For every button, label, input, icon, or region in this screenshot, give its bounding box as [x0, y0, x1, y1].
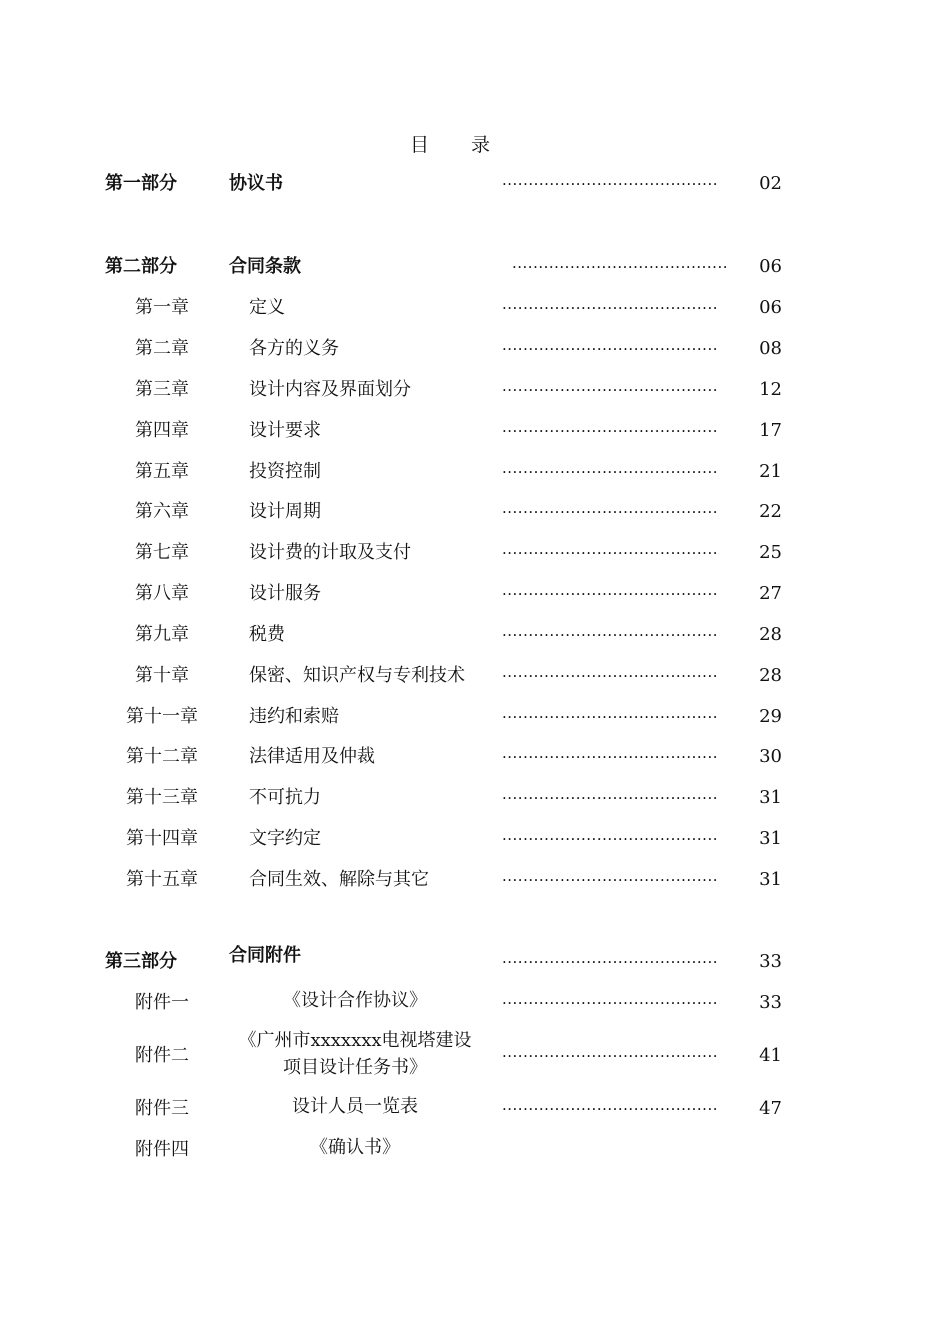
toc-part-2[interactable]	[0, 252, 950, 282]
toc-attachment-2[interactable]	[0, 1030, 950, 1078]
chapter-title: 违约和索赔	[249, 706, 339, 727]
page-number: 29	[759, 706, 782, 727]
chapter-label: 第十章	[135, 665, 189, 686]
leader-dots: ·········································	[502, 299, 718, 317]
attachment-title-line1: 《广州市xxxxxxx电视塔建设	[238, 1030, 472, 1051]
page-number: 31	[759, 787, 782, 808]
chapter-title: 法律适用及仲裁	[249, 746, 375, 767]
chapter-title: 合同生效、解除与其它	[249, 869, 429, 890]
chapter-title: 设计要求	[249, 420, 321, 441]
toc-chapter-12[interactable]	[0, 742, 950, 772]
toc-part-1[interactable]	[0, 169, 950, 199]
page-number: 31	[759, 869, 782, 890]
page-number: 08	[759, 338, 782, 359]
leader-dots: ·········································	[502, 381, 718, 399]
chapter-label: 第三章	[135, 379, 189, 400]
chapter-title: 设计内容及界面划分	[249, 379, 411, 400]
chapter-title: 定义	[249, 297, 285, 318]
leader-dots: ·········································	[502, 422, 718, 440]
leader-dots: ·········································	[502, 503, 718, 521]
attachment-label: 附件一	[135, 992, 189, 1013]
toc-chapter-10[interactable]	[0, 661, 950, 691]
page-number: 25	[759, 542, 782, 563]
chapter-title: 设计费的计取及支付	[249, 542, 411, 563]
leader-dots: ·········································	[502, 626, 718, 644]
leader-dots: ·········································	[512, 258, 728, 276]
leader-dots: ·········································	[502, 871, 718, 889]
page-number: 28	[759, 665, 782, 686]
leader-dots: ·········································	[502, 1047, 718, 1065]
part-label: 第二部分	[105, 256, 177, 277]
chapter-label: 第十四章	[126, 828, 198, 849]
toc-chapter-1[interactable]	[0, 293, 950, 323]
toc-chapter-11[interactable]	[0, 702, 950, 732]
part-title: 协议书	[229, 173, 283, 194]
chapter-label: 第六章	[135, 501, 189, 522]
page-number: 30	[759, 746, 782, 767]
toc-chapter-14[interactable]	[0, 824, 950, 854]
toc-chapter-2[interactable]	[0, 334, 950, 364]
chapter-title: 各方的义务	[249, 338, 339, 359]
page-number: 02	[759, 173, 782, 194]
page-number: 33	[759, 992, 782, 1013]
chapter-label: 第九章	[135, 624, 189, 645]
page-number: 21	[759, 461, 782, 482]
attachment-title: 设计人员一览表	[292, 1096, 418, 1117]
toc-chapter-3[interactable]	[0, 375, 950, 405]
leader-dots: ·········································	[502, 1100, 718, 1118]
chapter-title: 保密、知识产权与专利技术	[249, 665, 465, 686]
attachment-label: 附件三	[135, 1098, 189, 1119]
chapter-title: 设计周期	[249, 501, 321, 522]
page-number: 41	[759, 1045, 782, 1066]
leader-dots: ·········································	[502, 994, 718, 1012]
chapter-title: 税费	[249, 624, 285, 645]
attachment-label: 附件二	[135, 1045, 189, 1066]
chapter-label: 第二章	[135, 338, 189, 359]
chapter-label: 第十五章	[126, 869, 198, 890]
chapter-label: 第十三章	[126, 787, 198, 808]
toc-chapter-7[interactable]	[0, 538, 950, 568]
page-number: 06	[759, 297, 782, 318]
leader-dots: ·········································	[502, 667, 718, 685]
toc-part-3[interactable]	[0, 947, 950, 977]
page-number: 22	[759, 501, 782, 522]
chapter-label: 第四章	[135, 420, 189, 441]
toc-attachment-4[interactable]	[0, 1135, 950, 1165]
toc-title: 目 录	[409, 134, 509, 156]
attachment-title: 《确认书》	[310, 1137, 400, 1158]
part-title: 合同条款	[229, 256, 301, 277]
leader-dots: ·········································	[502, 175, 718, 193]
page-number: 06	[759, 256, 782, 277]
chapter-label: 第五章	[135, 461, 189, 482]
toc-chapter-9[interactable]	[0, 620, 950, 650]
chapter-label: 第十二章	[126, 746, 198, 767]
leader-dots: ·········································	[502, 708, 718, 726]
chapter-label: 第七章	[135, 542, 189, 563]
toc-chapter-5[interactable]	[0, 457, 950, 487]
leader-dots: ·········································	[502, 544, 718, 562]
leader-dots: ·········································	[502, 463, 718, 481]
page-number: 27	[759, 583, 782, 604]
chapter-label: 第一章	[135, 297, 189, 318]
attachment-label: 附件四	[135, 1139, 189, 1160]
leader-dots: ·········································	[502, 830, 718, 848]
attachment-title: 《设计合作协议》	[283, 990, 427, 1011]
part-title: 合同附件	[229, 945, 301, 966]
leader-dots: ·········································	[502, 953, 718, 971]
chapter-title: 文字约定	[249, 828, 321, 849]
toc-chapter-4[interactable]	[0, 416, 950, 446]
toc-chapter-6[interactable]	[0, 497, 950, 527]
chapter-title: 设计服务	[249, 583, 321, 604]
attachment-title-line2: 项目设计任务书》	[283, 1057, 427, 1078]
leader-dots: ·········································	[502, 748, 718, 766]
chapter-title: 不可抗力	[249, 787, 321, 808]
part-label: 第一部分	[105, 173, 177, 194]
toc-attachment-1[interactable]	[0, 988, 950, 1018]
toc-chapter-15[interactable]	[0, 865, 950, 895]
page-number: 28	[759, 624, 782, 645]
part-label: 第三部分	[105, 951, 177, 972]
leader-dots: ·········································	[502, 340, 718, 358]
toc-attachment-3[interactable]	[0, 1094, 950, 1124]
page-number: 33	[759, 951, 782, 972]
page-number: 47	[759, 1098, 782, 1119]
page-number: 12	[759, 379, 782, 400]
leader-dots: ·········································	[502, 789, 718, 807]
chapter-label: 第八章	[135, 583, 189, 604]
toc-chapter-13[interactable]	[0, 783, 950, 813]
page-number: 31	[759, 828, 782, 849]
page-number: 17	[759, 420, 782, 441]
leader-dots: ·········································	[502, 585, 718, 603]
chapter-label: 第十一章	[126, 706, 198, 727]
chapter-title: 投资控制	[249, 461, 321, 482]
toc-chapter-8[interactable]	[0, 579, 950, 609]
